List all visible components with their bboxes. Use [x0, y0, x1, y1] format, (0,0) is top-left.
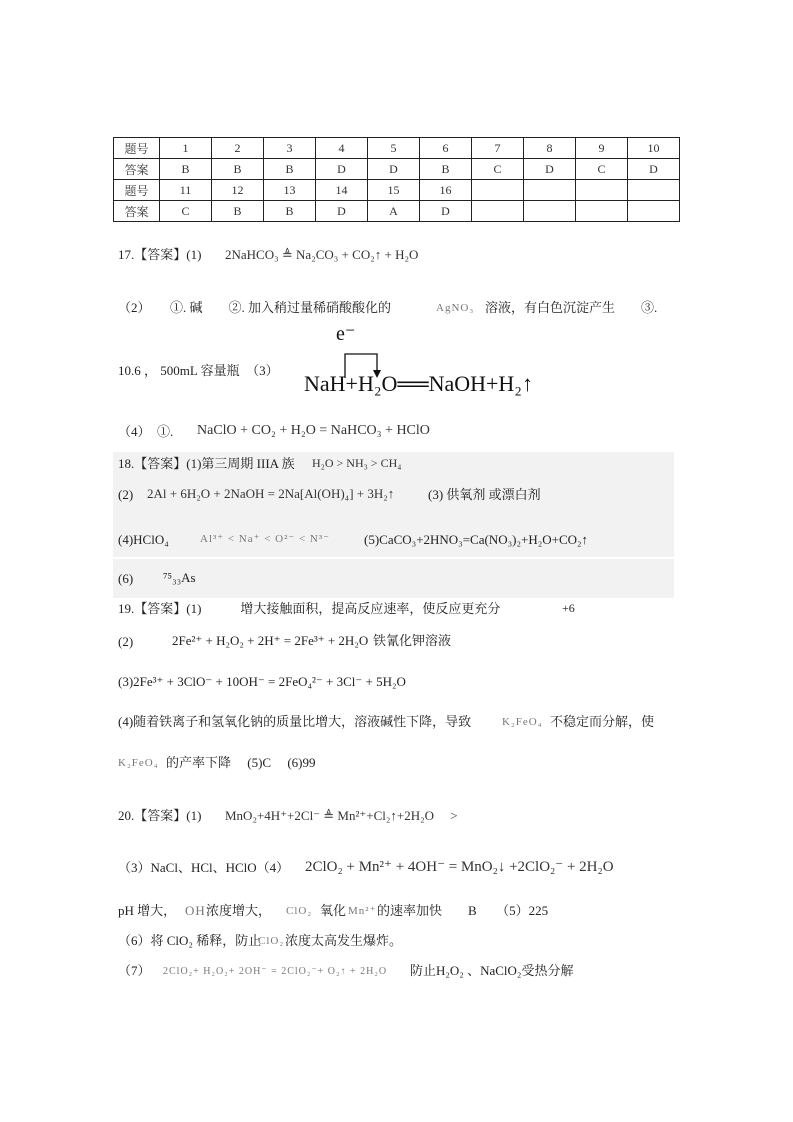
- cell: 9: [576, 138, 628, 159]
- header-cell: 题号: [114, 180, 160, 201]
- cell: A: [368, 201, 420, 222]
- table-row: [114, 138, 680, 159]
- cell: 10: [628, 138, 680, 159]
- cell: 6: [420, 138, 472, 159]
- q20-line3b: 浓度增大，: [206, 903, 272, 918]
- cell: B: [212, 159, 264, 180]
- q19-line1: 19.【答案】(1) 增大接触面积，提高反应速率，使反应更充分: [118, 601, 501, 616]
- q19-equation-2: 2Fe²⁺ + H₂O₂ + 2H⁺ = 2Fe³⁺ + 2H₂O: [172, 633, 369, 648]
- cell: 5: [368, 138, 420, 159]
- answer-table: [113, 137, 680, 222]
- cell: [628, 180, 680, 201]
- cell: D: [420, 201, 472, 222]
- cell: B: [420, 159, 472, 180]
- q20-heading: 20.【答案】(1): [118, 808, 202, 823]
- q19-part4-cont: 不稳定而分解，使: [550, 714, 655, 729]
- header-cell: 答案: [114, 201, 160, 222]
- cell: C: [576, 159, 628, 180]
- q20-part7: （7）: [118, 963, 151, 978]
- cell: [524, 180, 576, 201]
- cell: [576, 201, 628, 222]
- cell: 1: [160, 138, 212, 159]
- q20-part6: （6）将 ClO₂ 稀释，防止: [118, 933, 262, 948]
- q20-hydroxide: OH⁻: [185, 903, 214, 918]
- q18-part2-label: (2): [118, 487, 134, 502]
- cell: B: [264, 159, 316, 180]
- cell: 13: [264, 180, 316, 201]
- q17-part2-cont: 溶液，有白色沉淀产生 ③.: [485, 300, 658, 315]
- cell: B: [212, 201, 264, 222]
- q20-equation-4: 2ClO₂ + Mn²⁺ + 4OH⁻ = MnO₂↓ +2ClO₂⁻ + 2H₂O: [305, 859, 614, 875]
- cell: D: [628, 159, 680, 180]
- q20-clo2: ClO₂: [258, 935, 285, 947]
- q20-clo2: ClO₂: [286, 905, 313, 917]
- q18-line1: 18.【答案】(1)第三周期 IIIA 族: [118, 456, 295, 471]
- cell: D: [316, 159, 368, 180]
- q17-equation-1: 2NaHCO₃ ≜ Na₂CO₃ + CO₂↑ + H₂O: [225, 247, 419, 262]
- q18-ion-order: Al³⁺ < Na⁺ < O²⁻ < N³⁻: [200, 533, 330, 545]
- q18-order: H₂O > NH₃ > CH₄: [312, 456, 402, 470]
- q18-part6-label: (6): [118, 571, 134, 586]
- q20-line3d: 的速率加快 B （5）225: [377, 903, 549, 918]
- cell: 2: [212, 138, 264, 159]
- cell: 16: [420, 180, 472, 201]
- cell: 11: [160, 180, 212, 201]
- q19-part2-label: (2): [118, 634, 134, 649]
- q17-part3-label: 10.6 ， 500mL 容量瓶 （3）: [118, 363, 279, 378]
- cell: 7: [472, 138, 524, 159]
- q17-equation-4: NaClO + CO₂ + H₂O = NaHCO₃ + HClO: [197, 423, 430, 438]
- cell: [576, 180, 628, 201]
- q17-equation-3: NaH+H₂O══NaOH+H₂↑: [304, 371, 533, 396]
- header-cell: 题号: [114, 138, 160, 159]
- q17-heading: 17.【答案】(1): [118, 247, 202, 262]
- q18-part3: (3) 供氧剂 或漂白剂: [428, 487, 541, 502]
- cell: C: [160, 201, 212, 222]
- cell: 15: [368, 180, 420, 201]
- cell: 12: [212, 180, 264, 201]
- cell: 4: [316, 138, 368, 159]
- q20-part6-cont: 浓度太高发生爆炸。: [285, 933, 403, 948]
- cell: 14: [316, 180, 368, 201]
- cell: [472, 180, 524, 201]
- q20-equation-7: 2ClO₂+ H₂O₂+ 2OH⁻ = 2ClO₂⁻+ O₂↑ + 2H₂O: [163, 966, 388, 977]
- q20-equation-1: MnO₂+4H⁺+2Cl⁻ ≜ Mn²⁺+Cl₂↑+2H₂O >: [225, 808, 458, 823]
- q19-part5-6: 的产率下降 (5)C (6)99: [166, 755, 316, 770]
- cell: [524, 201, 576, 222]
- q20-mn: Mn²⁺: [348, 905, 377, 917]
- q18-part4: (4)HClO₄: [118, 532, 169, 547]
- q18-shaded-block: [113, 452, 674, 598]
- cell: D: [368, 159, 420, 180]
- q19-oxidation-state: +6: [562, 601, 575, 615]
- table-row: [114, 180, 680, 201]
- cell: D: [316, 201, 368, 222]
- cell: B: [160, 159, 212, 180]
- cell: [628, 201, 680, 222]
- q18-equation-2: 2Al + 6H₂O + 2NaOH = 2Na[Al(OH)₄] + 3H₂↑: [147, 486, 395, 501]
- q17-part2: （2） ①. 碱 ②. 加入稍过量稀硝酸酸化的: [118, 300, 392, 315]
- cell: 8: [524, 138, 576, 159]
- q19-equation-3: (3)2Fe³⁺ + 3ClO⁻ + 10OH⁻ = 2FeO₄²⁻ + 3Cl⁻ + 5H₂O: [118, 674, 406, 689]
- q20-part7-reason: 防止H₂O₂ 、NaClO₂受热分解: [410, 963, 574, 978]
- cell: D: [524, 159, 576, 180]
- cell: C: [472, 159, 524, 180]
- q17-agno3: AgNO₃: [436, 302, 475, 314]
- q18-arsenic: ⁷⁵₃₃As: [163, 570, 196, 585]
- q17-part4: （4） ①.: [118, 424, 174, 439]
- divider: [113, 557, 674, 559]
- electron-label: e⁻: [336, 323, 356, 345]
- q20-line3: pH 增大，: [118, 903, 177, 918]
- q20-part3: （3）NaCl、HCl、HClO（4）: [118, 860, 290, 875]
- q20-line3c: 氧化: [320, 903, 347, 918]
- q19-k2feo4: K₂FeO₄: [118, 757, 159, 769]
- cell: B: [264, 201, 316, 222]
- q19-part4: (4)随着铁离子和氢氧化钠的质量比增大，溶液碱性下降，导致: [118, 714, 472, 729]
- q18-part5: (5)CaCO₃+2HNO₃=Ca(NO₃)₂+H₂O+CO₂↑: [364, 532, 589, 547]
- cell: [472, 201, 524, 222]
- table-row: [114, 201, 680, 222]
- cell: 3: [264, 138, 316, 159]
- table-row: [114, 159, 680, 180]
- q19-k2feo4: K₂FeO₄: [502, 716, 543, 728]
- header-cell: 答案: [114, 159, 160, 180]
- q19-reagent: 铁氰化钾溶液: [373, 633, 452, 648]
